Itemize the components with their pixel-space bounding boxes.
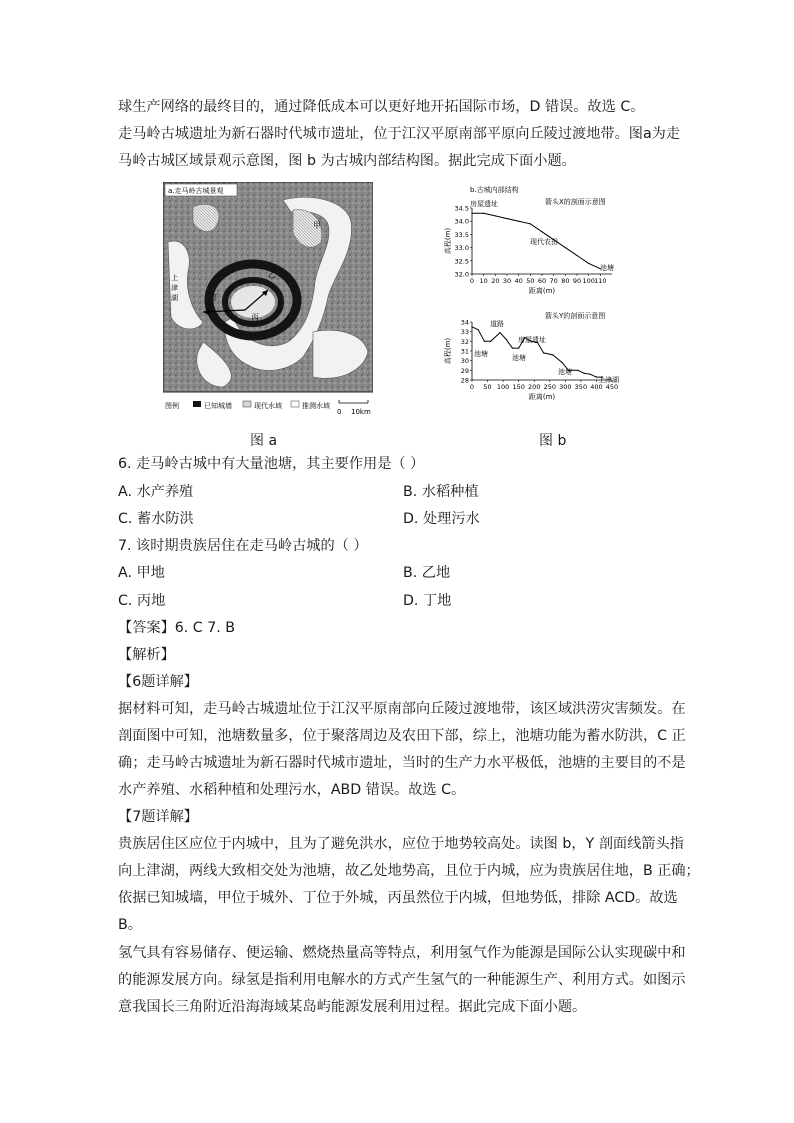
option-6c[interactable]: C. 蓄水防洪 bbox=[118, 511, 194, 527]
x-tick-label: 0 bbox=[469, 383, 475, 391]
q6-detail-text: 据材料可知，走马岭古城遗址位于江汉平原南部向丘陵过渡地带，该区域洪涝灾害频发。在 bbox=[118, 701, 686, 717]
y-tick-label: 32.5 bbox=[454, 257, 469, 266]
q6-detail-text: 确；走马岭古城遗址为新石器时代城市遗址，当时的生产力水平极低，池塘的主要目的不是 bbox=[118, 755, 686, 771]
question-7: 7. 该时期贵族居住在走马岭古城的（ ） bbox=[118, 538, 368, 554]
label-lake: 上津湖 bbox=[598, 376, 619, 384]
option-6d[interactable]: D. 处理污水 bbox=[403, 511, 480, 527]
y-tick-label: 33 bbox=[460, 328, 469, 337]
profile-point bbox=[562, 362, 563, 363]
q7-detail-text: B。 bbox=[118, 917, 142, 933]
x-tick-label: 0 bbox=[469, 277, 475, 285]
legend-wall: 已知城墙 bbox=[204, 402, 232, 410]
next-material: 的能源发展方向。绿氢是指利用电解水的方式产生氢气的一种能源生产、利用方式。如图示 bbox=[118, 972, 686, 988]
profile-point bbox=[518, 348, 519, 349]
y-axis-label: 高程(m) bbox=[444, 337, 452, 365]
label-pond-c: 池塘 bbox=[558, 368, 572, 376]
label-bing: 丙 bbox=[251, 313, 259, 322]
x-tick-label: 90 bbox=[572, 277, 582, 285]
profile-point bbox=[471, 326, 472, 327]
y-tick-label: 30 bbox=[460, 357, 469, 366]
label-ding: 丁 bbox=[211, 293, 219, 302]
figure-b-caption: 图 b bbox=[539, 433, 567, 449]
profile-point bbox=[506, 339, 507, 340]
profile-point bbox=[596, 377, 597, 378]
profile-point bbox=[588, 263, 589, 264]
legend-guess: 推测水域 bbox=[302, 402, 330, 410]
scale-ten: 10km bbox=[351, 408, 371, 416]
profile-point bbox=[484, 341, 485, 342]
profile-point bbox=[543, 352, 544, 353]
label-house-2: 房屋遗址 bbox=[518, 336, 546, 344]
y-tick-label: 28 bbox=[460, 376, 469, 385]
q7-detail-heading: 【7题详解】 bbox=[118, 809, 198, 825]
x-tick-label: 50 bbox=[526, 277, 535, 285]
label-pond-a: 池塘 bbox=[474, 350, 488, 358]
label-road: 道路 bbox=[490, 320, 504, 328]
map-svg bbox=[163, 182, 373, 422]
scale-zero: 0 bbox=[337, 408, 342, 416]
profile-point bbox=[590, 374, 591, 375]
text-line: 走马岭古城遗址为新石器时代城市遗址，位于江汉平原南部平原向丘陵过渡地带。图a为走 bbox=[118, 126, 681, 142]
figure-b-charts bbox=[440, 182, 655, 422]
profile-point bbox=[565, 247, 566, 248]
label-farm: 现代农田 bbox=[530, 238, 558, 246]
y-tick-label: 33.5 bbox=[454, 230, 469, 239]
x-axis-label: 距离(m) bbox=[528, 287, 556, 295]
profile-point bbox=[495, 215, 496, 216]
chart-b-title: b.古城内部结构 bbox=[470, 186, 519, 194]
profile-point bbox=[577, 370, 578, 371]
x-tick-label: 110 bbox=[594, 277, 607, 285]
profile-point bbox=[530, 223, 531, 224]
label-yi: 乙 bbox=[268, 270, 276, 279]
x-axis-label: 距离(m) bbox=[528, 393, 556, 401]
x-tick-label: 10 bbox=[479, 277, 488, 285]
profile-point bbox=[512, 348, 513, 349]
profile-line bbox=[472, 327, 603, 377]
profile-point bbox=[499, 332, 500, 333]
x-tick-label: 350 bbox=[574, 383, 588, 391]
x-tick-label: 70 bbox=[549, 277, 558, 285]
option-7c[interactable]: C. 丙地 bbox=[118, 593, 166, 609]
y-tick-label: 32 bbox=[460, 337, 469, 346]
option-6b[interactable]: B. 水稻种植 bbox=[403, 484, 479, 500]
legend-water: 现代水域 bbox=[254, 402, 282, 410]
y-tick-label: 29 bbox=[460, 366, 469, 375]
q7-detail-text: 向上津湖，两线大致相交处为池塘，故乙处地势高，且位于内城，应为贵族居住地，B 正确； bbox=[118, 863, 700, 879]
next-material: 意我国长三角附近沿海海域某岛屿能源发展利用过程。据此完成下面小题。 bbox=[118, 999, 587, 1015]
text-line: 马岭古城区域景观示意图，图 b 为古城内部结构图。据此完成下面小题。 bbox=[118, 153, 576, 169]
x-tick-label: 40 bbox=[514, 277, 523, 285]
figure-a-map bbox=[163, 182, 373, 422]
profile-point bbox=[478, 329, 479, 330]
x-tick-label: 20 bbox=[491, 277, 500, 285]
x-tick-label: 200 bbox=[528, 383, 541, 391]
x-tick-label: 50 bbox=[483, 383, 492, 391]
profile-point bbox=[483, 213, 484, 214]
label-lake-2: 津 bbox=[171, 284, 178, 292]
y-tick-label: 32.0 bbox=[454, 270, 469, 279]
chart-x-profile bbox=[443, 205, 612, 296]
x-tick-label: 60 bbox=[537, 277, 547, 285]
x-tick-label: 100 bbox=[582, 277, 595, 285]
label-pond-b: 池塘 bbox=[512, 354, 526, 362]
y-tick-label: 31 bbox=[460, 347, 469, 356]
profile-point bbox=[583, 373, 584, 374]
legend-label: 图例 bbox=[165, 402, 179, 410]
y-tick-label: 34 bbox=[460, 318, 469, 327]
profile-point bbox=[518, 221, 519, 222]
x-tick-label: 100 bbox=[496, 383, 510, 391]
x-tick-label: 30 bbox=[502, 277, 512, 285]
legend-wall-swatch bbox=[193, 401, 201, 407]
label-lake-3: 湖 bbox=[171, 294, 178, 302]
label-pond: 池塘 bbox=[600, 264, 614, 272]
option-7d[interactable]: D. 丁地 bbox=[403, 593, 452, 609]
chart-svg bbox=[440, 182, 655, 402]
map-title: a.走马岭古城景观 bbox=[168, 187, 224, 195]
q7-detail-text: 依据已知城墙，甲位于城外、丁位于外城，丙虽然位于内城，但地势低，排除 ACD。故选 bbox=[118, 890, 678, 906]
label-jia: 甲 bbox=[313, 221, 321, 230]
analysis-heading: 【解析】 bbox=[118, 647, 175, 663]
chart-y-profile bbox=[443, 319, 618, 402]
q6-detail-heading: 【6题详解】 bbox=[118, 674, 198, 690]
next-material: 氢气具有容易储存、便运输、燃烧热量高等特点，利用氢气作为能源是国际公认实现碳中和 bbox=[118, 945, 686, 961]
y-axis-label: 高程(m) bbox=[444, 227, 452, 255]
chart-y-title: 箭头Y的剖面示意图 bbox=[545, 312, 606, 320]
y-tick-label: 34.0 bbox=[454, 217, 469, 226]
profile-point bbox=[471, 213, 472, 214]
text-line: 球生产网络的最终目的，通过降低成本可以更好地开拓国际市场，D 错误。故选 C。 bbox=[118, 99, 645, 115]
water-modern bbox=[193, 204, 219, 231]
chart-x-title: 箭头X的剖面示意图 bbox=[545, 198, 606, 206]
x-tick-label: 80 bbox=[561, 277, 570, 285]
q6-detail-text: 水产养殖、水稻种植和处理污水，ABD 错误。故选 C。 bbox=[118, 782, 466, 798]
profile-point bbox=[490, 341, 491, 342]
legend-water-swatch bbox=[243, 401, 251, 407]
profile-point bbox=[541, 231, 542, 232]
profile-point bbox=[506, 218, 507, 219]
x-tick-label: 450 bbox=[605, 383, 619, 391]
q6-detail-text: 剖面图中可知，池塘数量多，位于聚落周边及农田下部，综上，池塘功能为蓄水防洪，C 正 bbox=[118, 728, 686, 744]
option-7a[interactable]: A. 甲地 bbox=[118, 565, 165, 581]
label-house: 房屋遗址 bbox=[470, 200, 498, 208]
option-7b[interactable]: B. 乙地 bbox=[403, 565, 451, 581]
x-tick-label: 250 bbox=[543, 383, 556, 391]
profile-point bbox=[576, 255, 577, 256]
option-6a[interactable]: A. 水产养殖 bbox=[118, 484, 194, 500]
label-lake-1: 上 bbox=[171, 274, 178, 282]
q7-detail-text: 贵族居住区应位于内城中，且为了避免洪水，应位于地势较高处。读图 b，Y 剖面线箭头指 bbox=[118, 836, 684, 852]
y-tick-label: 34.5 bbox=[454, 204, 469, 213]
x-tick-label: 300 bbox=[559, 383, 572, 391]
figure-a-caption: 图 a bbox=[250, 433, 278, 449]
answer-line: 【答案】6. C 7. B bbox=[118, 620, 235, 636]
x-tick-label: 150 bbox=[512, 383, 525, 391]
question-6: 6. 走马岭古城中有大量池塘，其主要作用是（ ） bbox=[118, 456, 425, 472]
profile-point bbox=[552, 354, 553, 355]
y-tick-label: 33.0 bbox=[454, 244, 469, 253]
legend-guess-swatch bbox=[291, 401, 299, 407]
x-tick-label: 400 bbox=[590, 383, 603, 391]
